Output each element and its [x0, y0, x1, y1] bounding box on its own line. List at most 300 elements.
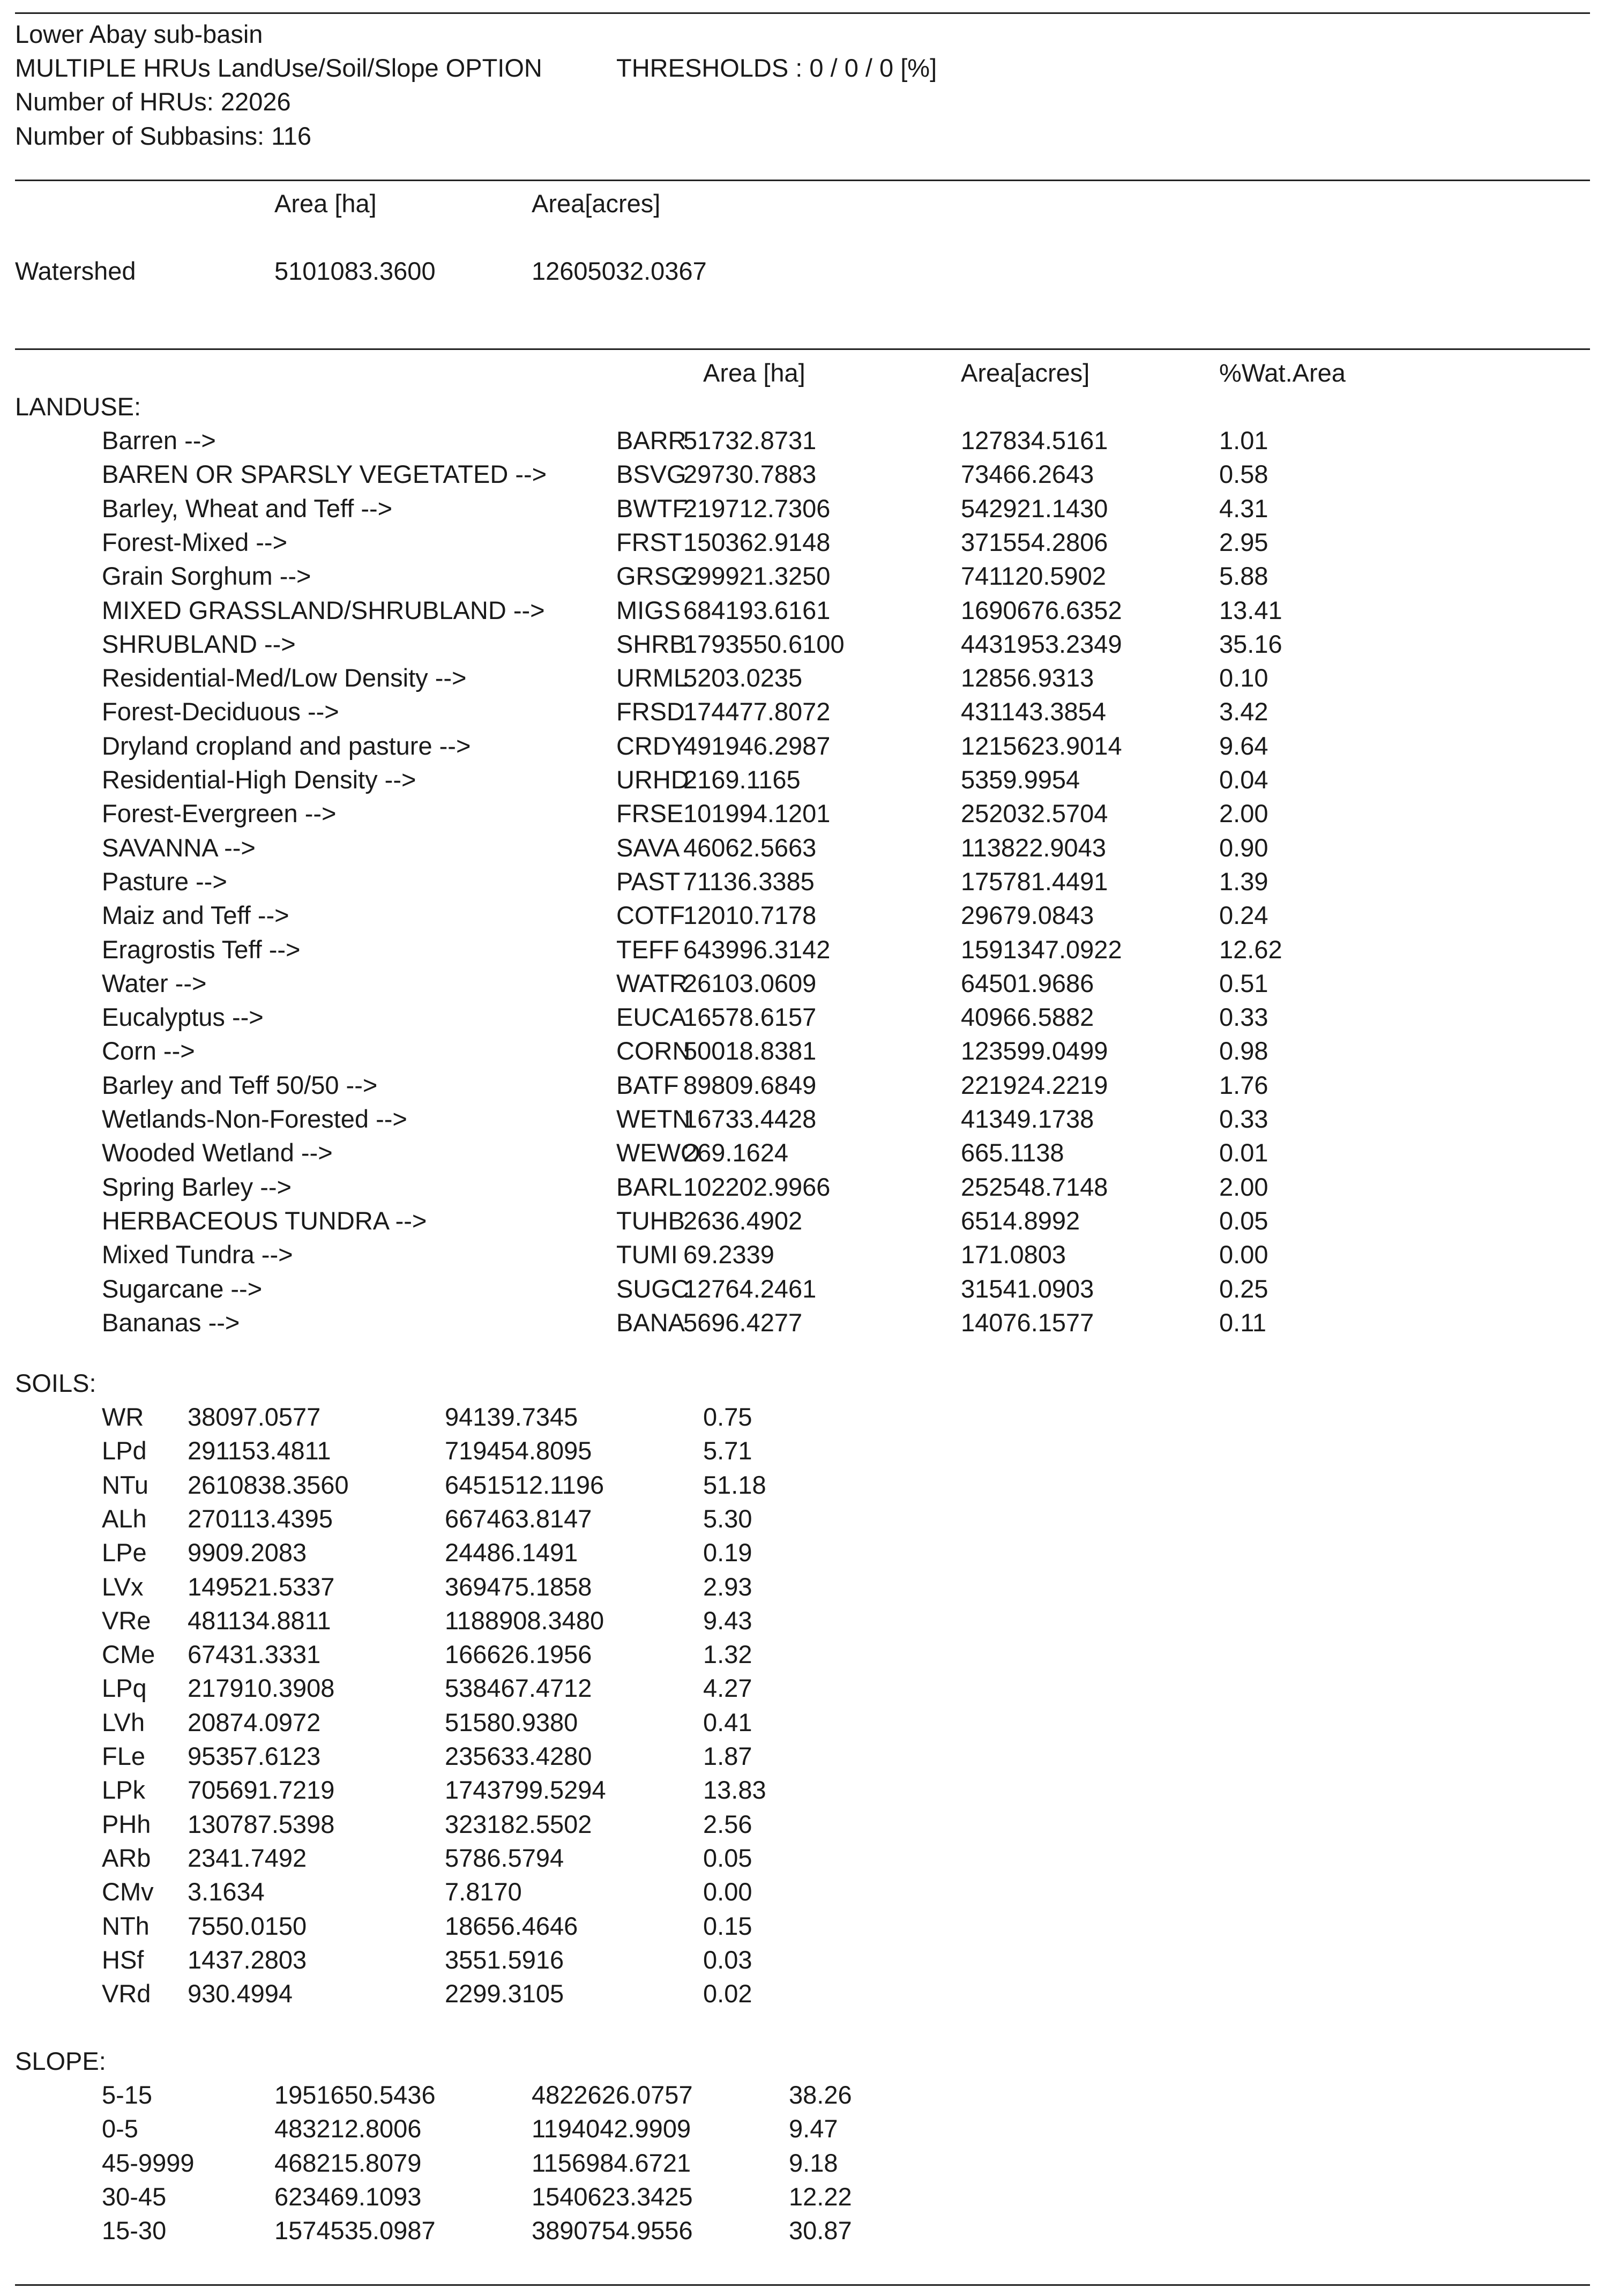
report-title: Lower Abay sub-basin [15, 20, 263, 48]
landuse-code: BARR [616, 426, 686, 454]
landuse-area-acres: 14076.1577 [961, 1308, 1094, 1337]
soils-code: LPe [102, 1538, 147, 1567]
soils-pct: 1.32 [703, 1640, 752, 1669]
landuse-area-ha: 46062.5663 [683, 833, 817, 862]
landuse-area-ha: 491946.2987 [683, 731, 831, 760]
landuse-row [0, 457, 1605, 491]
watershed-label: Watershed [15, 257, 136, 285]
landuse-area-acres: 1591347.0922 [961, 935, 1122, 964]
landuse-code: BSVG [616, 460, 686, 489]
landuse-pct: 1.39 [1219, 867, 1268, 896]
soils-code: ARb [102, 1843, 151, 1872]
landuse-row [0, 796, 1605, 830]
landuse-row [0, 423, 1605, 457]
soils-area-acres: 6451512.1196 [445, 1470, 604, 1499]
soils-area-acres: 323182.5502 [445, 1809, 592, 1838]
landuse-label: Eragrostis Teff --> [102, 935, 301, 964]
landuse-area-acres: 371554.2806 [961, 527, 1108, 556]
soils-area-ha: 9909.2083 [188, 1538, 307, 1567]
soils-row [0, 1705, 1605, 1739]
landuse-area-acres: 171.0803 [961, 1240, 1066, 1269]
landuse-area-acres: 221924.2219 [961, 1070, 1108, 1099]
landuse-code: URHD [616, 765, 689, 794]
slope-pct: 9.47 [789, 2114, 838, 2143]
landuse-code: CRDY [616, 731, 688, 760]
landuse-area-acres: 64501.9686 [961, 968, 1094, 997]
landuse-label: Dryland cropland and pasture --> [102, 731, 471, 760]
landuse-label: Barley and Teff 50/50 --> [102, 1070, 378, 1099]
soils-pct: 51.18 [703, 1470, 766, 1499]
landuse-label: Barren --> [102, 426, 216, 454]
landuse-code: BATF [616, 1070, 679, 1099]
soils-code: LPk [102, 1776, 145, 1805]
subbasin-count-line [0, 119, 1605, 153]
landuse-pct: 0.10 [1219, 664, 1268, 692]
slope-code: 15-30 [102, 2216, 167, 2245]
landuse-label: Eucalyptus --> [102, 1003, 264, 1032]
soils-pct: 4.27 [703, 1674, 752, 1703]
landuse-row [0, 1068, 1605, 1102]
landuse-area-ha: 174477.8072 [683, 697, 831, 726]
soils-area-acres: 538467.4712 [445, 1674, 592, 1703]
landuse-area-acres: 73466.2643 [961, 460, 1094, 489]
soils-area-acres: 5786.5794 [445, 1843, 564, 1872]
soils-area-acres: 2299.3105 [445, 1979, 564, 2008]
watershed-col-acres: Area[acres] [532, 189, 661, 218]
landuse-area-ha: 643996.3142 [683, 935, 831, 964]
landuse-label: Grain Sorghum --> [102, 562, 311, 591]
slope-code: 0-5 [102, 2114, 138, 2143]
landuse-pct: 0.98 [1219, 1037, 1268, 1065]
landuse-row [0, 593, 1605, 627]
col-pct-wat-area: %Wat.Area [1219, 359, 1346, 387]
soils-row [0, 1841, 1605, 1875]
landuse-row [0, 1034, 1605, 1068]
soils-code: HSf [102, 1945, 144, 1974]
landuse-label: Wetlands-Non-Forested --> [102, 1105, 407, 1133]
soils-area-ha: 705691.7219 [188, 1776, 335, 1805]
landuse-label: SAVANNA --> [102, 833, 256, 862]
soils-area-acres: 18656.4646 [445, 1911, 578, 1940]
landuse-row [0, 491, 1605, 525]
soils-area-acres: 369475.1858 [445, 1572, 592, 1601]
landuse-row [0, 763, 1605, 796]
soils-area-ha: 2341.7492 [188, 1843, 307, 1872]
soils-row [0, 1773, 1605, 1807]
soils-code: CMv [102, 1877, 154, 1906]
soils-area-acres: 3551.5916 [445, 1945, 564, 1974]
rule-after-header [15, 180, 1590, 181]
landuse-pct: 4.31 [1219, 494, 1268, 523]
landuse-label: HERBACEOUS TUNDRA --> [102, 1206, 427, 1235]
landuse-code: SHRB [616, 629, 686, 658]
soils-area-acres: 235633.4280 [445, 1742, 592, 1770]
landuse-label: Sugarcane --> [102, 1274, 263, 1303]
soils-row [0, 1535, 1605, 1569]
landuse-label: MIXED GRASSLAND/SHRUBLAND --> [102, 595, 545, 624]
soils-code: CMe [102, 1640, 155, 1669]
soils-area-acres: 719454.8095 [445, 1436, 592, 1465]
landuse-label: Water --> [102, 968, 207, 997]
soils-pct: 1.87 [703, 1742, 752, 1770]
slope-code: 5-15 [102, 2081, 153, 2109]
soils-area-ha: 67431.3331 [188, 1640, 321, 1669]
landuse-label: Corn --> [102, 1037, 195, 1065]
landuse-area-ha: 71136.3385 [683, 867, 815, 896]
landuse-code: WATR [616, 968, 688, 997]
landuse-row [0, 864, 1605, 898]
landuse-code: WETN [616, 1105, 691, 1133]
slope-area-ha: 1951650.5436 [274, 2081, 436, 2109]
landuse-area-acres: 5359.9954 [961, 765, 1080, 794]
slope-heading: SLOPE: [15, 2047, 106, 2075]
soils-row [0, 1570, 1605, 1604]
landuse-area-acres: 4431953.2349 [961, 629, 1122, 658]
soils-area-acres: 667463.8147 [445, 1504, 592, 1533]
landuse-code: TUHB [616, 1206, 685, 1235]
slope-area-acres: 3890754.9556 [532, 2216, 693, 2245]
soils-pct: 5.30 [703, 1504, 752, 1533]
landuse-area-ha: 89809.6849 [683, 1070, 817, 1099]
landuse-area-acres: 542921.1430 [961, 494, 1108, 523]
slope-pct: 12.22 [789, 2182, 852, 2211]
landuse-pct: 0.05 [1219, 1206, 1268, 1235]
col-area-ha: Area [ha] [703, 359, 805, 387]
soils-row [0, 1637, 1605, 1671]
soils-pct: 0.75 [703, 1403, 752, 1431]
soils-area-ha: 270113.4395 [188, 1504, 333, 1533]
landuse-area-acres: 1690676.6352 [961, 595, 1122, 624]
landuse-label: Pasture --> [102, 867, 227, 896]
landuse-area-ha: 102202.9966 [683, 1172, 831, 1201]
soils-code: WR [102, 1403, 144, 1431]
hru-count: Number of HRUs: 22026 [15, 87, 291, 116]
landuse-area-acres: 741120.5902 [961, 562, 1106, 591]
landuse-area-ha: 5696.4277 [683, 1308, 803, 1337]
soils-area-ha: 95357.6123 [188, 1742, 321, 1770]
landuse-code: EUCA [616, 1003, 686, 1032]
slope-heading-line [0, 2044, 1605, 2078]
landuse-area-ha: 219712.7306 [683, 494, 831, 523]
landuse-row [0, 898, 1605, 932]
landuse-row [0, 1306, 1605, 1339]
landuse-row [0, 695, 1605, 728]
soils-pct: 13.83 [703, 1776, 766, 1805]
landuse-pct: 1.76 [1219, 1070, 1268, 1099]
soils-area-ha: 7550.0150 [188, 1911, 307, 1940]
landuse-area-acres: 6514.8992 [961, 1206, 1080, 1235]
soils-pct: 0.00 [703, 1877, 752, 1906]
soils-row [0, 1739, 1605, 1773]
landuse-code: SAVA [616, 833, 680, 862]
landuse-area-acres: 29679.0843 [961, 901, 1094, 930]
soils-row [0, 1400, 1605, 1434]
soils-code: VRd [102, 1979, 151, 2008]
landuse-area-acres: 1215623.9014 [961, 731, 1122, 760]
soils-area-ha: 930.4994 [188, 1979, 293, 2008]
slope-row [0, 2078, 1605, 2112]
landuse-row [0, 661, 1605, 695]
slope-area-acres: 1194042.9909 [532, 2114, 691, 2143]
soils-area-acres: 7.8170 [445, 1877, 522, 1906]
landuse-area-ha: 12764.2461 [683, 1274, 817, 1303]
landuse-pct: 0.51 [1219, 968, 1268, 997]
soils-area-ha: 217910.3908 [188, 1674, 335, 1703]
landuse-area-ha: 5203.0235 [683, 664, 803, 692]
soils-area-ha: 481134.8811 [188, 1606, 331, 1635]
soils-code: LPd [102, 1436, 147, 1465]
landuse-code: TUMI [616, 1240, 678, 1269]
landuse-area-ha: 2636.4902 [683, 1206, 803, 1235]
slope-area-ha: 468215.8079 [274, 2148, 422, 2177]
landuse-pct: 1.01 [1219, 426, 1268, 454]
landuse-row [0, 933, 1605, 966]
bottom-rule [15, 2284, 1590, 2286]
landuse-area-ha: 51732.8731 [683, 426, 817, 454]
landuse-area-acres: 665.1138 [961, 1138, 1064, 1167]
landuse-area-ha: 50018.8381 [683, 1037, 817, 1065]
landuse-pct: 0.04 [1219, 765, 1268, 794]
soils-row [0, 1604, 1605, 1637]
soils-code: ALh [102, 1504, 147, 1533]
subbasin-count: Number of Subbasins: 116 [15, 122, 312, 150]
landuse-pct: 0.00 [1219, 1240, 1268, 1269]
soils-code: VRe [102, 1606, 151, 1635]
soils-area-ha: 291153.4811 [188, 1436, 331, 1465]
landuse-pct: 0.90 [1219, 833, 1268, 862]
landuse-row [0, 1272, 1605, 1306]
landuse-area-acres: 127834.5161 [961, 426, 1108, 454]
col-area-acres: Area[acres] [961, 359, 1090, 387]
landuse-area-ha: 299921.3250 [683, 562, 831, 591]
landuse-pct: 0.25 [1219, 1274, 1268, 1303]
soils-code: NTh [102, 1911, 150, 1940]
watershed-col-ha: Area [ha] [274, 189, 377, 218]
landuse-label: Wooded Wetland --> [102, 1138, 333, 1167]
soils-area-acres: 51580.9380 [445, 1708, 578, 1736]
hru-count-line [0, 85, 1605, 118]
rule-after-watershed [15, 348, 1590, 350]
landuse-heading: LANDUSE: [15, 392, 141, 421]
slope-area-acres: 4822626.0757 [532, 2081, 693, 2109]
landuse-area-ha: 12010.7178 [683, 901, 817, 930]
slope-row [0, 2180, 1605, 2213]
landuse-pct: 0.33 [1219, 1003, 1268, 1032]
soils-pct: 2.93 [703, 1572, 752, 1601]
slope-pct: 30.87 [789, 2216, 852, 2245]
watershed-area-acres: 12605032.0367 [532, 257, 707, 285]
slope-row [0, 2146, 1605, 2180]
landuse-area-ha: 269.1624 [683, 1138, 789, 1167]
landuse-pct: 9.64 [1219, 731, 1268, 760]
landuse-label: Maiz and Teff --> [102, 901, 289, 930]
landuse-pct: 0.11 [1219, 1308, 1266, 1337]
soils-row [0, 1434, 1605, 1467]
landuse-label: SHRUBLAND --> [102, 629, 296, 658]
landuse-heading-line [0, 390, 1605, 423]
landuse-code: MIGS [616, 595, 681, 624]
soils-row [0, 1875, 1605, 1909]
landuse-row [0, 1238, 1605, 1271]
landuse-pct: 2.95 [1219, 527, 1268, 556]
slope-row [0, 2112, 1605, 2145]
landuse-pct: 0.24 [1219, 901, 1268, 930]
soils-row [0, 1502, 1605, 1535]
landuse-pct: 5.88 [1219, 562, 1268, 591]
soils-code: FLe [102, 1742, 145, 1770]
watershed-area-ha: 5101083.3600 [274, 257, 436, 285]
landuse-area-acres: 40966.5882 [961, 1003, 1094, 1032]
landuse-area-acres: 252032.5704 [961, 799, 1108, 828]
slope-row [0, 2213, 1605, 2247]
soils-heading: SOILS: [15, 1369, 96, 1397]
top-rule [15, 12, 1590, 14]
slope-pct: 9.18 [789, 2148, 838, 2177]
column-header-line [0, 356, 1605, 390]
slope-area-ha: 623469.1093 [274, 2182, 422, 2211]
landuse-code: COTF [616, 901, 685, 930]
soils-area-ha: 149521.5337 [188, 1572, 335, 1601]
landuse-label: Residential-High Density --> [102, 765, 416, 794]
landuse-row [0, 729, 1605, 763]
landuse-code: BANA [616, 1308, 685, 1337]
landuse-code: PAST [616, 867, 681, 896]
soils-row [0, 1977, 1605, 2010]
landuse-label: Forest-Mixed --> [102, 527, 288, 556]
soils-heading-line [0, 1366, 1605, 1400]
landuse-pct: 12.62 [1219, 935, 1282, 964]
soils-area-acres: 1743799.5294 [445, 1776, 606, 1805]
landuse-code: FRSE [616, 799, 684, 828]
landuse-pct: 3.42 [1219, 697, 1268, 726]
soils-row [0, 1671, 1605, 1705]
landuse-code: SUGC [616, 1274, 689, 1303]
landuse-label: Residential-Med/Low Density --> [102, 664, 467, 692]
slope-area-acres: 1156984.6721 [532, 2148, 691, 2177]
soils-area-ha: 2610838.3560 [188, 1470, 349, 1499]
landuse-code: BARL [616, 1172, 682, 1201]
landuse-row [0, 525, 1605, 559]
landuse-code: FRSD [616, 697, 685, 726]
landuse-pct: 35.16 [1219, 629, 1282, 658]
thresholds: THRESHOLDS : 0 / 0 / 0 [%] [616, 54, 937, 82]
landuse-row [0, 1204, 1605, 1238]
soils-area-ha: 130787.5398 [188, 1809, 335, 1838]
landuse-area-ha: 69.2339 [683, 1240, 774, 1269]
landuse-code: WEWO [616, 1138, 700, 1167]
landuse-label: Forest-Deciduous --> [102, 697, 339, 726]
landuse-row [0, 966, 1605, 1000]
soils-pct: 0.19 [703, 1538, 752, 1567]
landuse-area-acres: 123599.0499 [961, 1037, 1108, 1065]
soils-pct: 0.05 [703, 1843, 752, 1872]
landuse-row [0, 559, 1605, 593]
landuse-pct: 13.41 [1219, 595, 1282, 624]
landuse-pct: 0.58 [1219, 460, 1268, 489]
landuse-area-ha: 101994.1201 [683, 799, 831, 828]
soils-code: PHh [102, 1809, 151, 1838]
landuse-pct: 2.00 [1219, 1172, 1268, 1201]
soils-row [0, 1943, 1605, 1977]
soils-pct: 9.43 [703, 1606, 752, 1635]
landuse-area-acres: 12856.9313 [961, 664, 1094, 692]
landuse-area-acres: 175781.4491 [961, 867, 1108, 896]
landuse-area-ha: 29730.7883 [683, 460, 817, 489]
soils-area-acres: 24486.1491 [445, 1538, 578, 1567]
soils-row [0, 1909, 1605, 1943]
soils-pct: 2.56 [703, 1809, 752, 1838]
slope-area-acres: 1540623.3425 [532, 2182, 693, 2211]
soils-pct: 0.15 [703, 1911, 752, 1940]
landuse-area-acres: 113822.9043 [961, 833, 1106, 862]
landuse-row [0, 1170, 1605, 1204]
landuse-pct: 0.33 [1219, 1105, 1268, 1133]
soils-area-ha: 1437.2803 [188, 1945, 307, 1974]
hru-option: MULTIPLE HRUs LandUse/Soil/Slope OPTION [15, 54, 542, 82]
landuse-label: Forest-Evergreen --> [102, 799, 337, 828]
watershed-row [0, 254, 1605, 288]
soils-area-acres: 166626.1956 [445, 1640, 592, 1669]
landuse-code: GRSG [616, 562, 691, 591]
landuse-code: BWTF [616, 494, 688, 523]
landuse-code: TEFF [616, 935, 680, 964]
landuse-area-acres: 252548.7148 [961, 1172, 1108, 1201]
landuse-row [0, 1136, 1605, 1169]
landuse-row [0, 1000, 1605, 1034]
slope-code: 30-45 [102, 2182, 167, 2211]
soils-area-ha: 38097.0577 [188, 1403, 321, 1431]
landuse-area-ha: 16733.4428 [683, 1105, 817, 1133]
landuse-pct: 2.00 [1219, 799, 1268, 828]
landuse-area-ha: 2169.1165 [683, 765, 801, 794]
soils-row [0, 1468, 1605, 1502]
landuse-label: Bananas --> [102, 1308, 240, 1337]
option-line [0, 51, 1605, 85]
landuse-code: FRST [616, 527, 682, 556]
soils-area-acres: 94139.7345 [445, 1403, 578, 1431]
slope-pct: 38.26 [789, 2081, 852, 2109]
landuse-code: CORN [616, 1037, 691, 1065]
landuse-pct: 0.01 [1219, 1138, 1268, 1167]
landuse-area-acres: 41349.1738 [961, 1105, 1094, 1133]
landuse-area-ha: 684193.6161 [683, 595, 831, 624]
report-title-line [0, 17, 1605, 51]
soils-area-ha: 20874.0972 [188, 1708, 321, 1736]
landuse-row [0, 1102, 1605, 1136]
landuse-label: Spring Barley --> [102, 1172, 292, 1201]
slope-area-ha: 483212.8006 [274, 2114, 422, 2143]
landuse-area-acres: 431143.3854 [961, 697, 1106, 726]
landuse-area-ha: 16578.6157 [683, 1003, 817, 1032]
slope-area-ha: 1574535.0987 [274, 2216, 436, 2245]
landuse-row [0, 831, 1605, 864]
soils-code: LVh [102, 1708, 145, 1736]
soils-code: NTu [102, 1470, 149, 1499]
soils-code: LVx [102, 1572, 144, 1601]
watershed-header-line [0, 187, 1605, 220]
landuse-label: Barley, Wheat and Teff --> [102, 494, 393, 523]
soils-pct: 5.71 [703, 1436, 752, 1465]
soils-area-acres: 1188908.3480 [445, 1606, 604, 1635]
soils-pct: 0.03 [703, 1945, 752, 1974]
landuse-code: URML [616, 664, 688, 692]
soils-row [0, 1807, 1605, 1841]
soils-area-ha: 3.1634 [188, 1877, 265, 1906]
landuse-label: BAREN OR SPARSLY VEGETATED --> [102, 460, 547, 489]
landuse-label: Mixed Tundra --> [102, 1240, 293, 1269]
landuse-area-acres: 31541.0903 [961, 1274, 1094, 1303]
slope-code: 45-9999 [102, 2148, 195, 2177]
